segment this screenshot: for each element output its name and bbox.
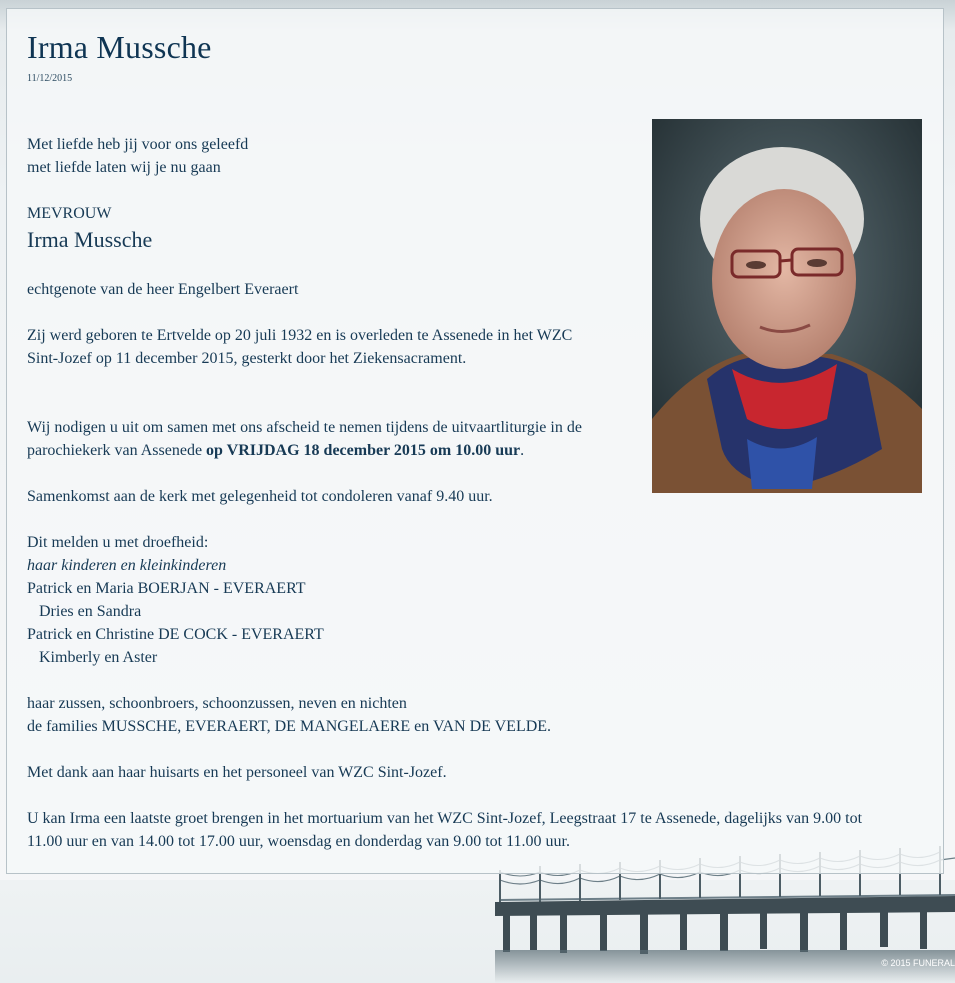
deceased-name: Irma Mussche <box>27 227 153 252</box>
birth-line-1: Zij werd geboren te Ertvelde op 20 juli 1932 en is overleden te Assenede in het WZC <box>27 327 573 344</box>
obituary-text <box>27 133 863 853</box>
funeral-datetime: op VRIJDAG 18 december 2015 om 10.00 uur <box>206 442 521 459</box>
relatives-line-2: de families MUSSCHE, EVERAERT, DE MANGELAERE en VAN DE VELDE. <box>27 718 552 735</box>
children-heading: haar kinderen en kleinkinderen <box>27 557 227 574</box>
portrait-photo <box>652 119 922 493</box>
spouse-line: echtgenote van de heer Engelbert Everaert <box>27 281 299 298</box>
invite-line-2 <box>27 439 647 462</box>
invite-line-2-post: . <box>520 442 525 459</box>
obituary-card <box>6 8 944 874</box>
invite-line-1: Wij nodigen u uit om samen met ons afscheid te nemen tijdens de uitvaartliturgie in de <box>27 419 582 436</box>
poem-line-2: met liefde laten wij je nu gaan <box>27 159 221 176</box>
birth-line-2: Sint-Jozef op 11 december 2015, gesterkt door het Ziekensacrament. <box>27 350 467 367</box>
gathering-line: Samenkomst aan de kerk met gelegenheid tot condoleren vanaf 9.40 uur. <box>27 488 493 505</box>
visit-line-1: U kan Irma een laatste groet brengen in het mortuarium van het WZC Sint-Jozef, Leegstraat 17 te Assenede, dagelijks van 9.00 tot <box>27 810 863 827</box>
visit-line-2: 11.00 uur en van 14.00 tot 17.00 uur, woensdag en donderdag van 9.00 tot 11.00 uur. <box>27 833 570 850</box>
portrait-image <box>652 119 922 493</box>
family-line: Dries en Sandra <box>39 603 142 620</box>
thanks-line: Met dank aan haar huisarts en het personeel van WZC Sint-Jozef. <box>27 764 447 781</box>
family-line: Patrick en Christine DE COCK - EVERAERT <box>27 626 324 643</box>
announce-line: Dit melden u met droefheid: <box>27 534 209 551</box>
family-line: Patrick en Maria BOERJAN - EVERAERT <box>27 580 306 597</box>
publish-date: 11/12/2015 <box>27 73 73 84</box>
family-line: Kimberly en Aster <box>39 649 158 666</box>
invite-line-2-pre: parochiekerk van Assenede <box>27 442 207 459</box>
relatives-line-1: haar zussen, schoonbroers, schoonzussen, neven en nichten <box>27 695 407 712</box>
salutation: MEVROUW <box>27 205 112 222</box>
page-title: Irma Mussche <box>27 29 212 65</box>
poem-line-1: Met liefde heb jij voor ons geleefd <box>27 136 249 153</box>
copyright-notice: © 2015 FUNERAL <box>881 958 955 968</box>
